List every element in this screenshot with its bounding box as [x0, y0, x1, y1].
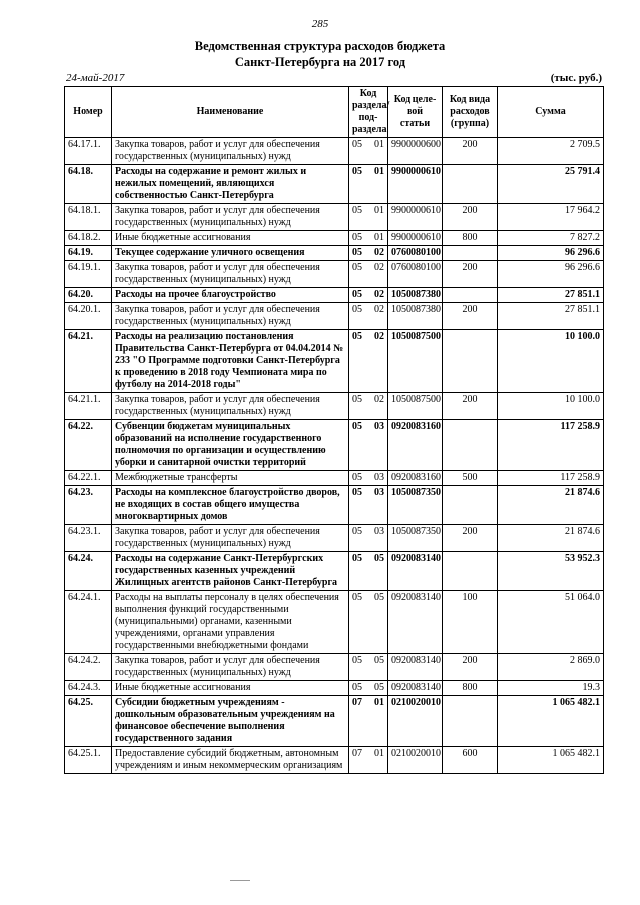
table-row [65, 246, 604, 261]
row-section-code [349, 525, 388, 552]
row-number: 64.18.1. [65, 204, 112, 231]
row-amount: 27 851.1 [498, 288, 604, 303]
document-title [0, 38, 640, 70]
row-section-code [349, 486, 388, 525]
section-code: 05 [352, 166, 362, 177]
row-target-code: 0920083160 [388, 420, 443, 471]
row-name: Иные бюджетные ассигнования [112, 681, 349, 696]
row-expense-type-code: 200 [443, 393, 498, 420]
row-expense-type-code: 200 [443, 138, 498, 165]
subsection-code: 02 [374, 331, 384, 342]
row-expense-type-code: 200 [443, 654, 498, 681]
row-expense-type-code [443, 330, 498, 393]
section-code: 05 [352, 553, 362, 564]
table-row [65, 204, 604, 231]
row-number: 64.18.2. [65, 231, 112, 246]
section-code: 05 [352, 682, 362, 693]
row-name: Закупка товаров, работ и услуг для обеспечения государственных (муниципальных) нужд [112, 393, 349, 420]
units-label: (тыс. руб.) [550, 72, 602, 84]
section-code: 05 [352, 262, 362, 273]
row-section-code [349, 303, 388, 330]
row-number: 64.20. [65, 288, 112, 303]
table-row [65, 525, 604, 552]
row-amount: 1 065 482.1 [498, 696, 604, 747]
row-name: Предоставление субсидий бюджетным, автономным учреждениям и иным некоммерческим организациям [112, 747, 349, 774]
row-section-code [349, 471, 388, 486]
row-amount: 21 874.6 [498, 525, 604, 552]
row-amount: 2 869.0 [498, 654, 604, 681]
subsection-code: 02 [374, 247, 384, 258]
row-number: 64.20.1. [65, 303, 112, 330]
title-line-1: Ведомственная структура расходов бюджета [194, 39, 446, 53]
row-number: 64.23.1. [65, 525, 112, 552]
row-name: Закупка товаров, работ и услуг для обеспечения государственных (муниципальных) нужд [112, 654, 349, 681]
row-section-code [349, 246, 388, 261]
row-target-code: 9900000610 [388, 231, 443, 246]
row-name: Расходы на выплаты персоналу в целях обеспечения выполнения функций государственными (муниципальными) органами, казенными учреждениями, органами управления государственными внебюджетными фондами [112, 591, 349, 654]
row-expense-type-code: 200 [443, 261, 498, 288]
row-expense-type-code: 200 [443, 204, 498, 231]
row-name: Расходы на реализацию постановления Правительства Санкт-Петербурга от 04.04.2014 № 233 "О Программе подготовки Санкт-Петербурга к проведению в 2018 году Чемпионата мира по футболу на 2014-2018 годы" [112, 330, 349, 393]
section-code: 05 [352, 205, 362, 216]
row-amount: 1 065 482.1 [498, 747, 604, 774]
row-target-code: 0920083140 [388, 591, 443, 654]
row-amount: 117 258.9 [498, 471, 604, 486]
subsection-code: 05 [374, 553, 384, 564]
section-code: 05 [352, 304, 362, 315]
row-section-code [349, 330, 388, 393]
row-section-code [349, 204, 388, 231]
row-name: Расходы на содержание Санкт-Петербургских государственных казенных учреждений Жилищных агентств районов Санкт-Петербурга [112, 552, 349, 591]
page-number: 285 [311, 18, 329, 30]
row-expense-type-code: 200 [443, 525, 498, 552]
row-target-code: 1050087380 [388, 288, 443, 303]
row-target-code: 1050087380 [388, 303, 443, 330]
row-number: 64.21. [65, 330, 112, 393]
row-expense-type-code [443, 486, 498, 525]
row-number: 64.19.1. [65, 261, 112, 288]
row-target-code: 0920083160 [388, 471, 443, 486]
row-number: 64.21.1. [65, 393, 112, 420]
subsection-code: 03 [374, 526, 384, 537]
table-row [65, 591, 604, 654]
subsection-code: 02 [374, 289, 384, 300]
subsection-code: 03 [374, 421, 384, 432]
header-amount: Сумма [498, 87, 604, 138]
row-target-code: 1050087350 [388, 486, 443, 525]
row-target-code: 0760080100 [388, 261, 443, 288]
row-amount: 17 964.2 [498, 204, 604, 231]
row-expense-type-code: 100 [443, 591, 498, 654]
row-amount: 10 100.0 [498, 393, 604, 420]
row-section-code [349, 681, 388, 696]
row-amount: 51 064.0 [498, 591, 604, 654]
row-name: Закупка товаров, работ и услуг для обеспечения государственных (муниципальных) нужд [112, 261, 349, 288]
section-code: 05 [352, 139, 362, 150]
header-name: Наименование [112, 87, 349, 138]
subsection-code: 01 [374, 205, 384, 216]
subsection-code: 05 [374, 682, 384, 693]
row-amount: 96 296.6 [498, 261, 604, 288]
header-target-code: Код целе-вой статьи [388, 87, 443, 138]
row-target-code: 0210020010 [388, 747, 443, 774]
row-name: Закупка товаров, работ и услуг для обеспечения государственных (муниципальных) нужд [112, 525, 349, 552]
header-expense-type-code: Код вида расходов (группа) [443, 87, 498, 138]
title-line-2: Санкт-Петербурга на 2017 год [234, 55, 406, 69]
table-body [65, 138, 604, 774]
row-section-code [349, 591, 388, 654]
row-section-code [349, 747, 388, 774]
row-amount: 2 709.5 [498, 138, 604, 165]
row-name: Расходы на прочее благоустройство [112, 288, 349, 303]
row-amount: 7 827.2 [498, 231, 604, 246]
table-row [65, 696, 604, 747]
section-code: 05 [352, 394, 362, 405]
row-number: 64.18. [65, 165, 112, 204]
table-header-row [65, 87, 604, 138]
table-row [65, 471, 604, 486]
table-row [65, 303, 604, 330]
row-amount: 53 952.3 [498, 552, 604, 591]
section-code: 05 [352, 592, 362, 603]
row-target-code: 9900000610 [388, 165, 443, 204]
table-row [65, 681, 604, 696]
row-expense-type-code [443, 420, 498, 471]
row-number: 64.24.2. [65, 654, 112, 681]
subsection-code: 01 [374, 139, 384, 150]
subsection-code: 02 [374, 262, 384, 273]
row-target-code: 1050087500 [388, 330, 443, 393]
subsection-code: 03 [374, 472, 384, 483]
row-amount: 117 258.9 [498, 420, 604, 471]
row-expense-type-code [443, 552, 498, 591]
row-section-code [349, 138, 388, 165]
table-row [65, 330, 604, 393]
row-section-code [349, 261, 388, 288]
row-expense-type-code [443, 696, 498, 747]
row-number: 64.24. [65, 552, 112, 591]
row-number: 64.23. [65, 486, 112, 525]
row-section-code [349, 654, 388, 681]
row-number: 64.24.3. [65, 681, 112, 696]
row-expense-type-code [443, 165, 498, 204]
page-footer-mark [230, 880, 250, 881]
row-number: 64.25.1. [65, 747, 112, 774]
row-amount: 21 874.6 [498, 486, 604, 525]
header-section-code: Код раздела/ под-раздела [349, 87, 388, 138]
row-name: Текущее содержание уличного освещения [112, 246, 349, 261]
row-target-code: 1050087350 [388, 525, 443, 552]
table-row [65, 654, 604, 681]
row-target-code: 9900000600 [388, 138, 443, 165]
row-section-code [349, 393, 388, 420]
row-number: 64.22. [65, 420, 112, 471]
row-expense-type-code [443, 288, 498, 303]
row-amount: 19.3 [498, 681, 604, 696]
section-code: 05 [352, 421, 362, 432]
section-code: 07 [352, 748, 362, 759]
row-name: Закупка товаров, работ и услуг для обеспечения государственных (муниципальных) нужд [112, 204, 349, 231]
section-code: 05 [352, 472, 362, 483]
table-row [65, 552, 604, 591]
row-name: Закупка товаров, работ и услуг для обеспечения государственных (муниципальных) нужд [112, 303, 349, 330]
table-row [65, 231, 604, 246]
row-name: Субсидии бюджетным учреждениям - дошкольным образовательным учреждениям на финансовое обеспечение выполнения государственного задания [112, 696, 349, 747]
subsection-code: 02 [374, 394, 384, 405]
subsection-code: 03 [374, 487, 384, 498]
row-amount: 96 296.6 [498, 246, 604, 261]
section-code: 05 [352, 289, 362, 300]
row-target-code: 0920083140 [388, 654, 443, 681]
subsection-code: 01 [374, 232, 384, 243]
row-name: Субвенции бюджетам муниципальных образований на исполнение государственного полномочия по организации и осуществлению уборки и санитарной очистки территорий [112, 420, 349, 471]
row-name: Расходы на содержание и ремонт жилых и нежилых помещений, являющихся собственностью Санкт-Петербурга [112, 165, 349, 204]
row-target-code: 9900000610 [388, 204, 443, 231]
section-code: 05 [352, 526, 362, 537]
table-row [65, 486, 604, 525]
row-section-code [349, 165, 388, 204]
row-number: 64.17.1. [65, 138, 112, 165]
row-section-code [349, 288, 388, 303]
row-target-code: 0760080100 [388, 246, 443, 261]
row-number: 64.25. [65, 696, 112, 747]
row-target-code: 0920083140 [388, 681, 443, 696]
document-date: 24-май-2017 [66, 72, 125, 84]
subsection-code: 01 [374, 748, 384, 759]
row-section-code [349, 552, 388, 591]
row-section-code [349, 231, 388, 246]
subsection-code: 02 [374, 304, 384, 315]
row-amount: 10 100.0 [498, 330, 604, 393]
row-expense-type-code: 500 [443, 471, 498, 486]
header-number: Номер [65, 87, 112, 138]
row-section-code [349, 420, 388, 471]
row-name: Закупка товаров, работ и услуг для обеспечения государственных (муниципальных) нужд [112, 138, 349, 165]
row-expense-type-code: 200 [443, 303, 498, 330]
row-section-code [349, 696, 388, 747]
subsection-code: 05 [374, 592, 384, 603]
row-target-code: 0210020010 [388, 696, 443, 747]
table-row [65, 420, 604, 471]
row-name: Иные бюджетные ассигнования [112, 231, 349, 246]
section-code: 05 [352, 655, 362, 666]
row-name: Межбюджетные трансферты [112, 471, 349, 486]
table-row [65, 165, 604, 204]
table-row [65, 747, 604, 774]
table-row [65, 261, 604, 288]
section-code: 05 [352, 247, 362, 258]
row-expense-type-code: 600 [443, 747, 498, 774]
row-amount: 27 851.1 [498, 303, 604, 330]
table-row [65, 393, 604, 420]
section-code: 05 [352, 331, 362, 342]
section-code: 05 [352, 487, 362, 498]
row-target-code: 1050087500 [388, 393, 443, 420]
subsection-code: 01 [374, 166, 384, 177]
row-number: 64.19. [65, 246, 112, 261]
row-number: 64.24.1. [65, 591, 112, 654]
table-row [65, 138, 604, 165]
row-expense-type-code: 800 [443, 681, 498, 696]
row-name: Расходы на комплексное благоустройство дворов, не входящих в состав общего имущества многоквартирных домов [112, 486, 349, 525]
row-amount: 25 791.4 [498, 165, 604, 204]
table-row [65, 288, 604, 303]
subsection-code: 05 [374, 655, 384, 666]
row-target-code: 0920083140 [388, 552, 443, 591]
subsection-code: 01 [374, 697, 384, 708]
budget-table [64, 86, 604, 774]
row-expense-type-code [443, 246, 498, 261]
section-code: 07 [352, 697, 362, 708]
row-number: 64.22.1. [65, 471, 112, 486]
section-code: 05 [352, 232, 362, 243]
row-expense-type-code: 800 [443, 231, 498, 246]
